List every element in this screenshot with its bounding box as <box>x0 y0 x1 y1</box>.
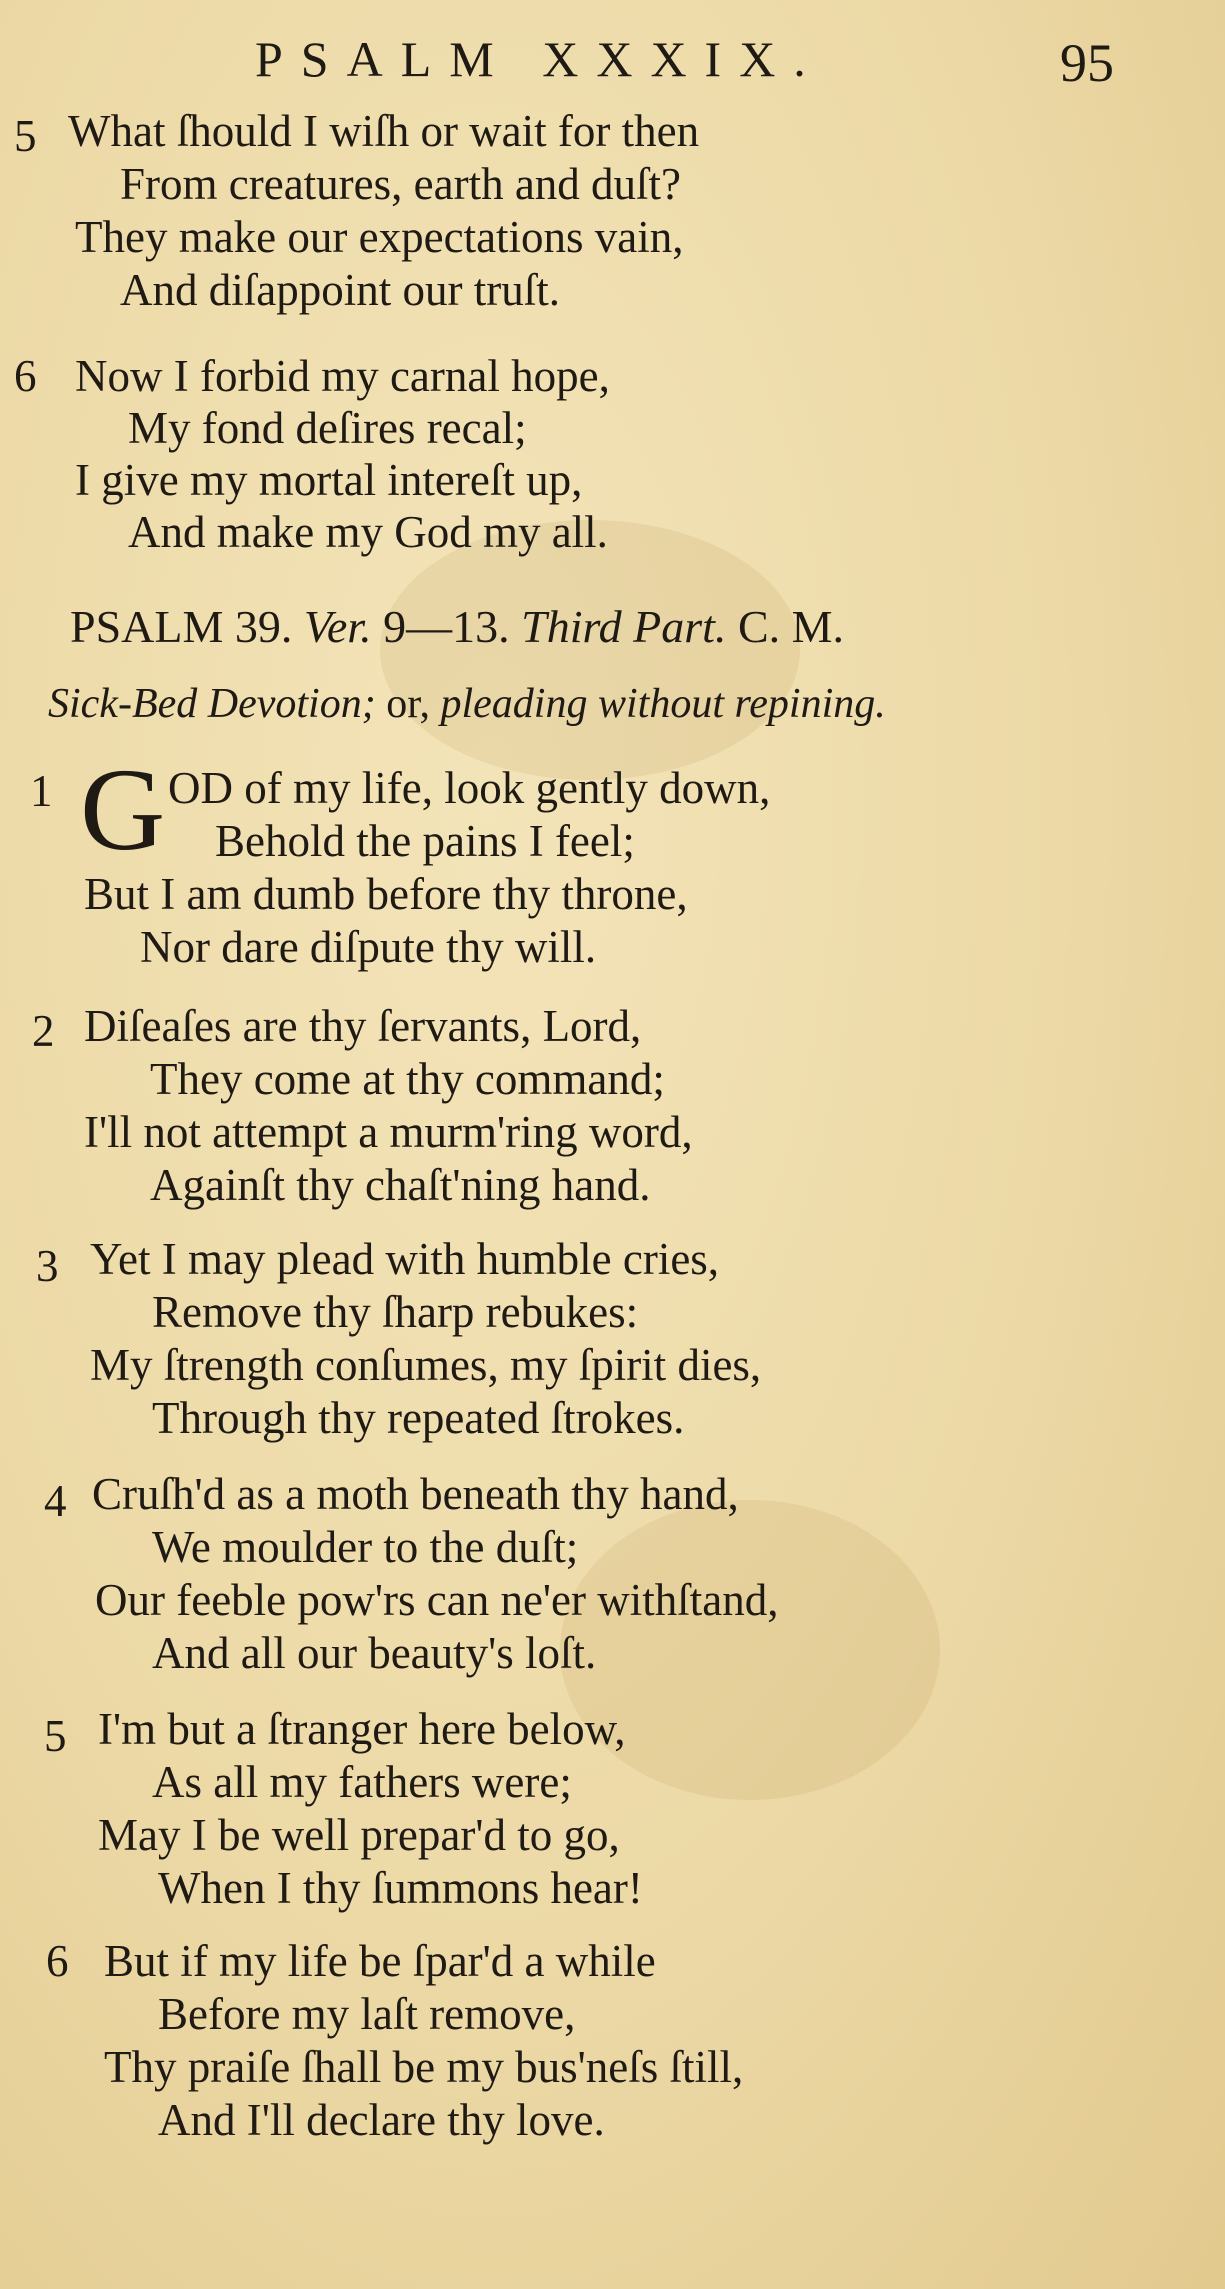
stanza-number: 4 <box>44 1476 67 1526</box>
page-number: 95 <box>1060 33 1114 93</box>
verse-line: We moulder to the duſt; <box>152 1522 579 1572</box>
verse-line: My ſtrength conſumes, my ſpirit dies, <box>90 1340 762 1390</box>
verse-line: Behold the pains I feel; <box>215 816 635 866</box>
verse-line: I give my mortal intereſt up, <box>75 455 583 505</box>
verse-line: Diſeaſes are thy ſervants, Lord, <box>84 1001 642 1051</box>
verse-line: But if my life be ſpar'd a while <box>104 1936 656 1986</box>
verse-line: Through thy repeated ſtrokes. <box>152 1393 685 1443</box>
paper-stain <box>560 1500 940 1800</box>
stanza-number: 5 <box>14 111 37 161</box>
stanza-number: 6 <box>14 351 37 401</box>
verse-line: I'm but a ſtranger here below, <box>98 1704 626 1754</box>
stanza-number: 3 <box>36 1241 59 1291</box>
verse-line: And all our beauty's loſt. <box>152 1628 597 1678</box>
verse-line: Yet I may plead with humble cries, <box>90 1234 720 1284</box>
verse-line: And make my God my all. <box>128 507 608 557</box>
verse-line: And I'll declare thy love. <box>158 2095 605 2145</box>
section-title: PSALM 39. Ver. 9—13. Third Part. C. M. <box>70 601 845 652</box>
stanza-number: 6 <box>46 1936 69 1986</box>
verse-line: And diſappoint our truſt. <box>120 265 560 315</box>
verse-line: I'll not attempt a murm'ring word, <box>84 1107 693 1157</box>
verse-line: Nor dare diſpute thy will. <box>140 922 597 972</box>
verse-line: Againſt thy chaſt'ning hand. <box>150 1160 651 1210</box>
verse-line: OD of my life, look gently down, <box>168 763 771 813</box>
verse-line: From creatures, earth and duſt? <box>120 159 682 209</box>
verse-line: They come at thy command; <box>150 1054 665 1104</box>
stanza-number: 2 <box>32 1006 55 1056</box>
verse-line: My fond deſires recal; <box>128 403 527 453</box>
verse-line: Before my laſt remove, <box>158 1989 576 2039</box>
drop-cap: G <box>80 744 166 875</box>
verse-line: Now I forbid my carnal hope, <box>75 351 610 401</box>
running-head: PSALM XXXIX. <box>255 31 824 87</box>
verse-line: What ſhould I wiſh or wait for then <box>68 106 700 156</box>
verse-line: As all my fathers were; <box>152 1757 572 1807</box>
verse-line: But I am dumb before thy throne, <box>84 869 688 919</box>
verse-line: When I thy ſummons hear! <box>158 1863 643 1913</box>
verse-line: Remove thy ſharp rebukes: <box>152 1287 639 1337</box>
verse-line: Our feeble pow'rs can ne'er withſtand, <box>95 1575 779 1625</box>
stanza-number: 1 <box>30 766 53 816</box>
verse-line: Cruſh'd as a moth beneath thy hand, <box>92 1469 739 1519</box>
verse-line: Thy praiſe ſhall be my bus'neſs ſtill, <box>104 2042 744 2092</box>
section-subtitle: Sick-Bed Devotion; or, pleading without repining. <box>48 681 886 727</box>
verse-line: They make our expectations vain, <box>75 212 684 262</box>
stanza-number: 5 <box>44 1711 67 1761</box>
verse-line: May I be well prepar'd to go, <box>98 1810 620 1860</box>
